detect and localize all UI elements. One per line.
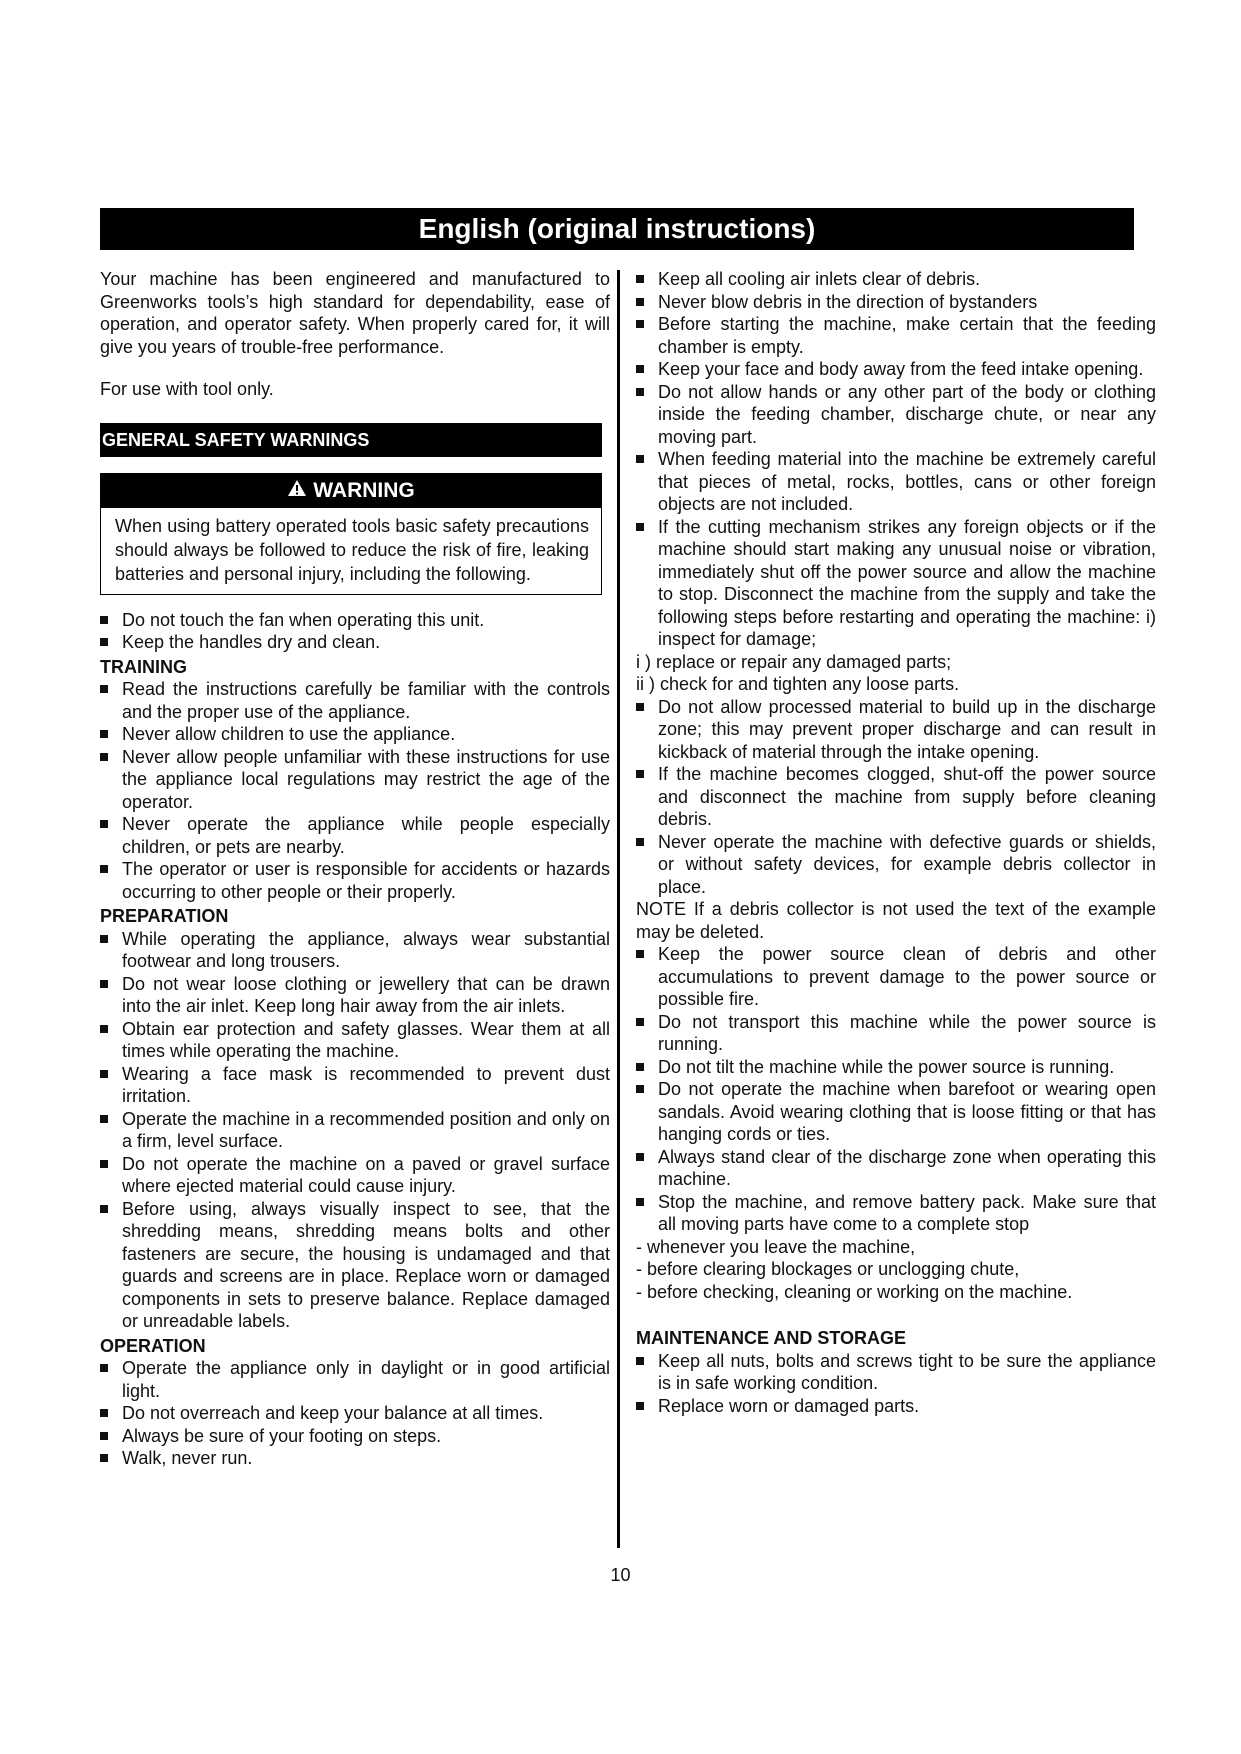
warning-box bbox=[100, 473, 602, 595]
page-title: English (original instructions) bbox=[418, 213, 816, 244]
list-item: Operate the machine in a recommended position and only on a firm, level surface. bbox=[100, 1108, 610, 1153]
list-item: While operating the appliance, always wear substantial footwear and long trousers. bbox=[100, 928, 610, 973]
list-item: Keep all cooling air inlets clear of debris. bbox=[636, 268, 1156, 291]
list-item: If the machine becomes clogged, shut-off the power source and disconnect the machine from supply before cleaning debris. bbox=[636, 763, 1156, 831]
dash-item: - before clearing blockages or unclogging chute, bbox=[636, 1259, 1020, 1279]
left-column bbox=[100, 268, 610, 1470]
training-list bbox=[100, 678, 610, 903]
list-item: Do not transport this machine while the power source is running. bbox=[636, 1011, 1156, 1056]
training-heading: TRAINING bbox=[100, 656, 187, 677]
list-item: Never allow children to use the appliance. bbox=[100, 723, 610, 746]
list-item: Do not allow hands or any other part of the body or clothing inside the feeding chamber, discharge chute, or near any moving part. bbox=[636, 381, 1156, 449]
warning-header bbox=[101, 474, 601, 508]
list-item: Never allow people unfamiliar with these instructions for use the appliance local regulations may restrict the age of the operator. bbox=[100, 746, 610, 814]
list-item: Before using, always visually inspect to see, that the shredding means, shredding means bolts and other fasteners are secure, the housing is undamaged and that guards and screens are in place. Replace worn or damaged components in sets to preserve balance. Replace damaged or unreadable labels. bbox=[100, 1198, 610, 1333]
list-item: Keep your face and body away from the feed intake opening. bbox=[636, 358, 1156, 381]
list-item: Keep all nuts, bolts and screws tight to be sure the appliance is in safe working condition. bbox=[636, 1350, 1156, 1395]
list-item: Walk, never run. bbox=[100, 1447, 610, 1470]
list-item: Do not allow processed material to build up in the discharge zone; this may prevent proper discharge and can result in kickback of material through the intake opening. bbox=[636, 696, 1156, 764]
list-item: Keep the power source clean of debris and other accumulations to prevent damage to the power source or possible fire. bbox=[636, 943, 1156, 1011]
page-title-bar bbox=[100, 208, 1134, 250]
list-item: Never operate the appliance while people especially children, or pets are nearby. bbox=[100, 813, 610, 858]
list-item: When feeding material into the machine be extremely careful that pieces of metal, rocks, bottles, cans or other foreign objects are not included. bbox=[636, 448, 1156, 516]
list-item: Do not wear loose clothing or jewellery that can be drawn into the air inlet. Keep long hair away from the air inlets. bbox=[100, 973, 610, 1018]
preparation-heading: PREPARATION bbox=[100, 906, 229, 926]
right-list-a bbox=[636, 268, 1156, 651]
list-item: Keep the handles dry and clean. bbox=[100, 631, 610, 654]
dash-item: - before checking, cleaning or working on the machine. bbox=[636, 1281, 1073, 1302]
list-item: If the cutting mechanism strikes any foreign objects or if the machine should start making any unusual noise or vibration, immediately shut off the power source and allow the machine to stop. Disconnect the machine from the supply and take the following steps before restarting and operating the machine: i) inspect for damage; bbox=[636, 516, 1156, 651]
list-item: Never blow debris in the direction of bystanders bbox=[636, 291, 1156, 314]
list-item: Stop the machine, and remove battery pack. Make sure that all moving parts have come to a complete stop bbox=[636, 1191, 1156, 1236]
list-item: Do not operate the machine when barefoot or wearing open sandals. Avoid wearing clothing that is loose fitting or that has hanging cords or ties. bbox=[636, 1078, 1156, 1146]
list-item: Do not touch the fan when operating this unit. bbox=[100, 609, 610, 632]
intro-paragraph: Your machine has been engineered and manufactured to Greenworks tools’s high standard for dependability, ease of operation, and operator safety. When properly cared for, it will give you years of trouble-free performance. bbox=[100, 269, 610, 357]
list-item: Obtain ear protection and safety glasses. Wear them at all times while operating the machine. bbox=[100, 1018, 610, 1063]
page-number: 10 bbox=[610, 1565, 631, 1585]
note-text: NOTE If a debris collector is not used the text of the example may be deleted. bbox=[636, 899, 1156, 942]
maintenance-heading: MAINTENANCE AND STORAGE bbox=[636, 1328, 907, 1348]
list-item: Operate the appliance only in daylight or in good artificial light. bbox=[100, 1357, 610, 1402]
general-list bbox=[100, 609, 610, 654]
list-item: Do not tilt the machine while the power source is running. bbox=[636, 1056, 1156, 1079]
warning-label: WARNING bbox=[313, 478, 415, 502]
right-list-c bbox=[636, 943, 1156, 1236]
maintenance-list bbox=[636, 1350, 1156, 1418]
warning-triangle-icon bbox=[287, 474, 307, 508]
list-item: Replace worn or damaged parts. bbox=[636, 1395, 1156, 1418]
list-item: Do not overreach and keep your balance at all times. bbox=[100, 1402, 610, 1425]
list-item: Do not operate the machine on a paved or gravel surface where ejected material could cause injury. bbox=[100, 1153, 610, 1198]
operation-list bbox=[100, 1357, 610, 1470]
right-list-b bbox=[636, 696, 1156, 899]
list-item: Always stand clear of the discharge zone when operating this machine. bbox=[636, 1146, 1156, 1191]
general-safety-heading-text: GENERAL SAFETY WARNINGS bbox=[102, 429, 370, 450]
list-item: Wearing a face mask is recommended to prevent dust irritation. bbox=[100, 1063, 610, 1108]
sub-item-i: i ) replace or repair any damaged parts; bbox=[636, 651, 952, 672]
warning-text: When using battery operated tools basic safety precautions should always be followed to reduce the risk of fire, leaking batteries and personal injury, including the following. bbox=[115, 515, 589, 584]
list-item: The operator or user is responsible for accidents or hazards occurring to other people or their properly. bbox=[100, 858, 610, 903]
list-item: Read the instructions carefully be familiar with the controls and the proper use of the appliance. bbox=[100, 678, 610, 723]
sub-item-ii: ii ) check for and tighten any loose parts. bbox=[636, 674, 960, 694]
list-item: Always be sure of your footing on steps. bbox=[100, 1425, 610, 1448]
general-safety-heading bbox=[100, 423, 602, 457]
preparation-list bbox=[100, 928, 610, 1333]
column-divider bbox=[617, 270, 620, 1548]
list-item: Before starting the machine, make certain that the feeding chamber is empty. bbox=[636, 313, 1156, 358]
list-item: Never operate the machine with defective guards or shields, or without safety devices, for example debris collector in place. bbox=[636, 831, 1156, 899]
for-use-note: For use with tool only. bbox=[100, 379, 274, 399]
right-column bbox=[636, 268, 1156, 1417]
operation-heading: OPERATION bbox=[100, 1335, 206, 1356]
dash-item: - whenever you leave the machine, bbox=[636, 1236, 916, 1257]
